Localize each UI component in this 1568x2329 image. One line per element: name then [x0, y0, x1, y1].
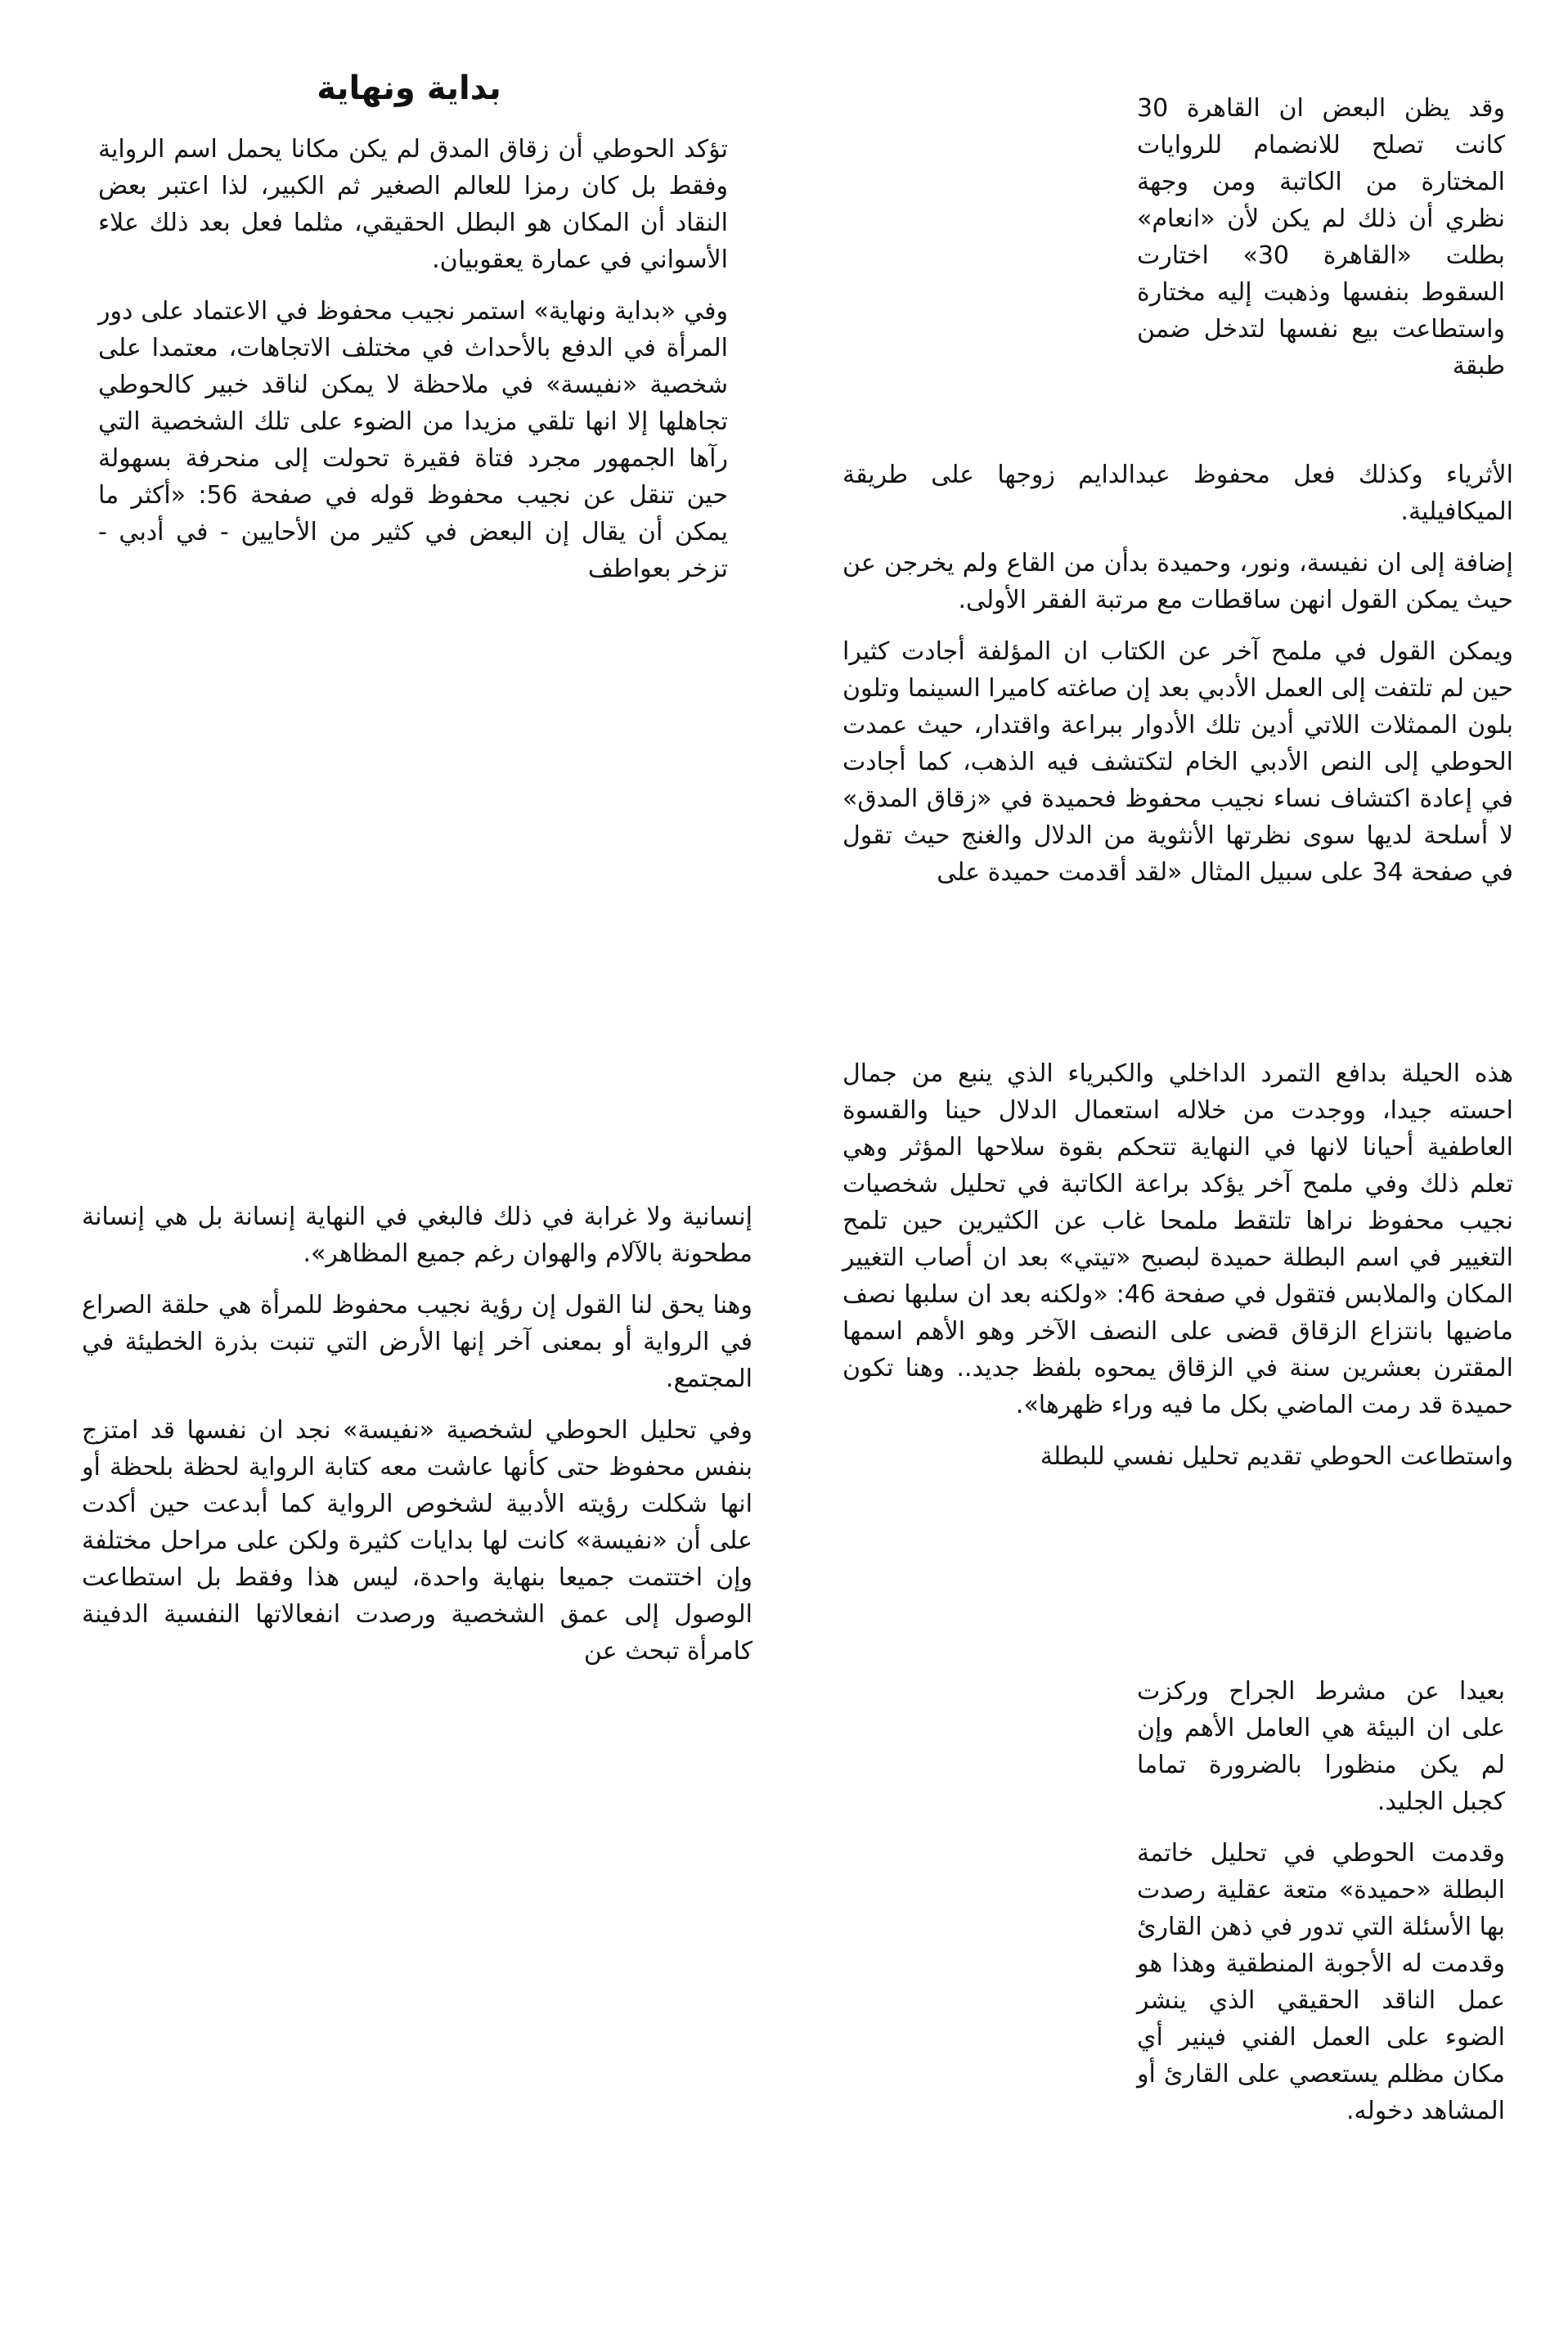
- paragraph: واستطاعت الحوطي تقديم تحليل نفسي للبطلة: [1040, 1442, 1513, 1471]
- right-column-top: [1137, 90, 1505, 450]
- section-title: بداية ونهاية: [317, 70, 501, 107]
- paragraph: إضافة إلى ان نفيسة، ونور، وحميدة بدأن من القاع ولم يخرجن عن حيث يمكن القول انهن ساقطات مع مرتبة الفقر الأولى.: [842, 549, 1513, 614]
- left-column-upper: [98, 131, 728, 1194]
- paragraph: ويمكن القول في ملمح آخر عن الكتاب ان المؤلفة أجادت كثيرا حين لم تلتفت إلى العمل الأدبي بعد إن صاغته كاميرا السينما وتلون بلون الممثلات اللاتي أدين تلك الأدوار ببراعة واقتدار، حيث عمدت الحوطي إلى النص الأدبي الخام لتكتشف فيه الذهب، كما أجادت في إعادة اكتشاف نساء نجيب محفوظ فحميدة في «زقاق المدق» لا أسلحة لديها سوى نظرتها الأنثوية من الدلال والغنج حيث تقول في صفحة 34 على سبيل المثال «لقد أقدمت حميدة على: [842, 637, 1513, 887]
- paragraph: الأثرياء وكذلك فعل محفوظ عبدالدايم زوجها على طريقة الميكافيلية.: [842, 461, 1513, 526]
- paragraph: بعيدا عن مشرط الجراح وركزت على ان البيئة هي العامل الأهم وإن لم يكن منظورا بالضرورة تماما كجبل الجليد.: [1137, 1677, 1505, 1816]
- right-column-bottom: [1137, 1673, 1505, 2295]
- right-column-middle: [842, 456, 1513, 1037]
- paragraph: وقد يظن البعض ان القاهرة 30 كانت تصلح للانضمام للروايات المختارة من الكاتبة ومن وجهة نظري أن ذلك لم يكن لأن «انعام» بطلت «القاهرة 30» اختارت السقوط بنفسها وذهبت إليه مختارة واستطاعت بيع نفسها لتدخل ضمن طبقة: [1137, 94, 1505, 380]
- paragraph: تؤكد الحوطي أن زقاق المدق لم يكن مكانا يحمل اسم الرواية وفقط بل كان رمزا للعالم الصغير ثم الكبير، لذا اعتبر بعض النقاد أن المكان هو البطل الحقيقي، مثلما فعل بعد ذلك علاء الأسواني في عمارة يعقوبيان.: [98, 135, 728, 274]
- paragraph: وهنا يحق لنا القول إن رؤية نجيب محفوظ للمرأة هي حلقة الصراع في الرواية أو بمعنى آخر إنها الأرض التي تنبت بذرة الخطيئة في المجتمع.: [82, 1291, 753, 1393]
- paragraph: إنسانية ولا غرابة في ذلك فالبغي في النهاية إنسانة بل هي إنسانة مطحونة بالآلام والهوان رغم جميع المظاهر».: [82, 1203, 753, 1268]
- right-column-lower: [842, 1055, 1513, 1644]
- paragraph: هذه الحيلة بدافع التمرد الداخلي والكبرياء الذي ينبع من جمال احسته جيدا، ووجدت من خلاله استعمال الدلال حينا والقسوة العاطفية أحيانا لانها في النهاية تتحكم بقوة سلاحها المؤثر وهي تعلم ذلك وفي ملمح آخر يؤكد براعة الكاتبة في تحليل شخصيات نجيب محفوظ نراها تلتقط ملمحا غاب عن الكثيرين حين تلمح التغيير في اسم البطلة حميدة لبصبح «تيتي» بعد ان أصاب التغيير المكان والملابس فتقول في صفحة 46: «ولكنه بعد ان سلبها نصف ماضيها بانتزاع الزقاق قضى على النصف الآخر وهو الأهم اسمها المقترن بعشرين سنة في الزقاق يمحوه بلفظ جديد.. وهنا تكون حميدة قد رمت الماضي بكل ما فيه وراء ظهرها».: [842, 1059, 1513, 1419]
- paragraph: وقدمت الحوطي في تحليل خاتمة البطلة «حميدة» متعة عقلية رصدت بها الأسئلة التي تدور في ذهن القارئ وقدمت له الأجوبة المنطقية وهذا هو عمل الناقد الحقيقي الذي ينشر الضوء على العمل الفني فينير أي مكان مظلم يستعصي على القارئ أو المشاهد دخوله.: [1137, 1839, 1505, 2125]
- left-column-lower: [82, 1198, 753, 1820]
- paragraph: وفي «بداية ونهاية» استمر نجيب محفوظ في الاعتماد على دور المرأة في الدفع بالأحداث في مختلف الاتجاهات، معتمدا على شخصية «نفيسة» في ملاحظة لا يمكن لناقد خبير كالحوطي تجاهلها إلا انها تلقي مزيدا من الضوء على تلك الشخصية التي رآها الجمهور مجرد فتاة فقيرة تحولت إلى منحرفة بسهولة حين تنقل عن نجيب محفوظ قوله في صفحة 56: «أكثر ما يمكن أن يقال إن البعض في كثير من الأحايين - في أدبي - تزخر بعواطف: [98, 297, 728, 583]
- paragraph: وفي تحليل الحوطي لشخصية «نفيسة» نجد ان نفسها قد امتزج بنفس محفوظ حتى كأنها عاشت معه كتابة الرواية لحظة بلحظة أو انها شكلت رؤيته الأدبية لشخوص الرواية كما أبدعت حين أكدت على أن «نفيسة» كانت لها بدايات كثيرة ولكن على مراحل مختلفة وإن اختتمت جميعا بنهاية واحدة، ليس هذا وفقط بل استطاعت الوصول إلى عمق الشخصية ورصدت انفعالاتها النفسية الدفينة كامرأة تبحث عن: [82, 1416, 753, 1666]
